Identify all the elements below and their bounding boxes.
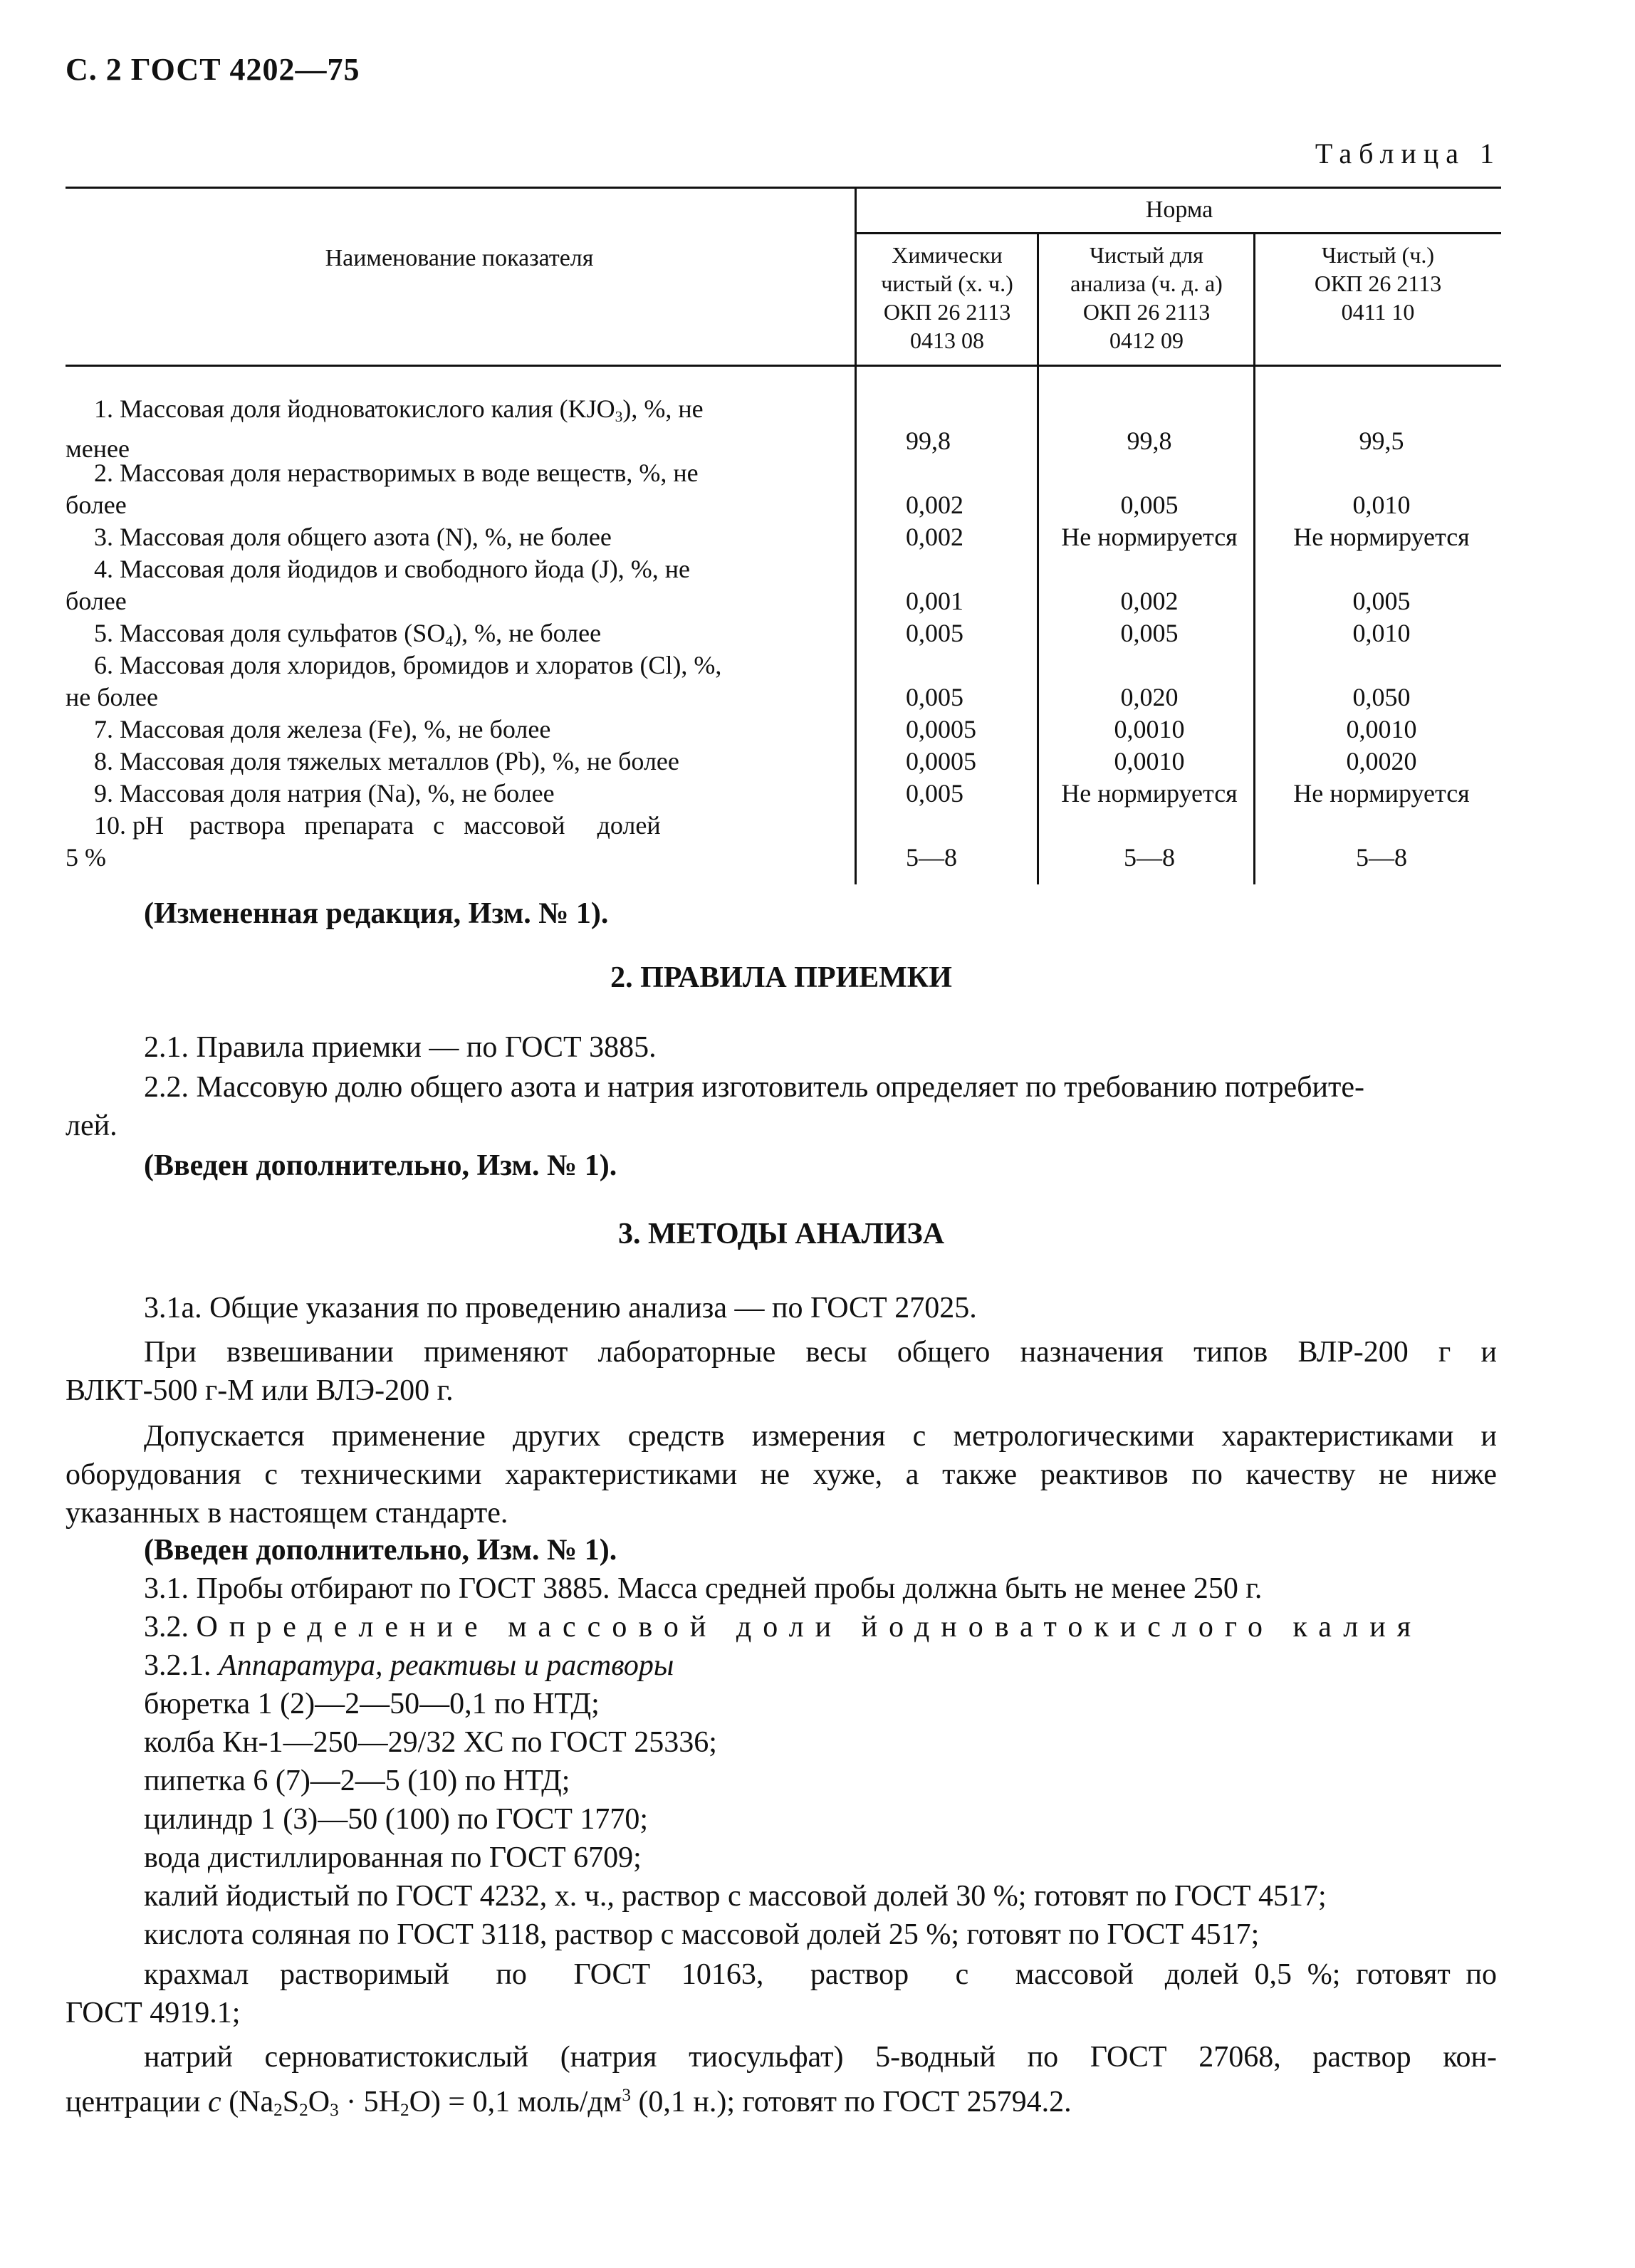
addition-note: (Введен дополнительно, Изм. № 1).: [144, 1149, 617, 1182]
list-item: калий йодистый по ГОСТ 4232, х. ч., раствор с массовой долей 30 %; готовят по ГОСТ 4517;: [144, 1880, 1327, 1913]
section-3-2-1-title: Аппаратура, реактивы и растворы: [219, 1649, 674, 1682]
paragraph-weighing-cont: ВЛКТ-500 г-М или ВЛЭ-200 г.: [66, 1374, 454, 1407]
value-chda: 0,005: [1120, 619, 1179, 647]
list-item-starch-cont: ГОСТ 4919.1;: [66, 1997, 241, 2029]
list-item: колба Кн-1—250—29/32 ХС по ГОСТ 25336;: [144, 1726, 717, 1759]
value-chda: Не нормируется: [1061, 779, 1238, 808]
header-grade-chda: Химически чистый (х. ч.) ОКП 26 2113 0413 08: [881, 242, 1013, 353]
value-ch: Не нормируется: [1293, 779, 1470, 808]
value-chch: 0,005: [906, 683, 963, 711]
value-ch: 0,0020: [1346, 747, 1417, 775]
header-norma: Норма: [1145, 197, 1213, 223]
list-item: бюретка 1 (2)—2—50—0,1 по НТД;: [144, 1688, 600, 1720]
paragraph-allowed: Допускается применение других средств измерения с метрологическими характеристиками и: [144, 1420, 1497, 1453]
norms-table: Наименование показателя Норма Химически чистый (х. ч.) ОКП 26 2113 0413 08 Чистый для анализа (ч. д. а) ОКП 26 2113 0412 09 Чистый (ч.) ОКП 26 2113 0411 10 1. Массовая доля йодноватокислого калия $(KJO_3)$, %, не менее 99,8 99,8 99,5 2. Массовая доля нерастворимых в воде веществ, %, не более 0,002 0,005 0,010 3. Массовая доля общего азота (N), %, не более 0,002 Не нормируется Не нормируется 4. Массовая доля йодидов и свободного йода (J), %, не более 0,001 0,002 0,005 5. Массовая доля сульфатов $(SO_4)$, %, не более 0,005 0,005 0,010 6. Массовая доля хлоридов, бромидов и хлоратов (Cl), %, не более 0,005 0,020 0,050 7. Массовая доля железа (Fe), %, не более 0,0005 0,0010 0,0010 8. Массовая доля тяжелых металлов (Pb), %, не более 0,0005 0,0010 0,0020 9. Массовая доля натрия (Na), %, не более 0,005 Не нормируется Не нормируется 10. pH раствора препарата с массовой долей 5 % 5—8 5—8 5—8: [66, 187, 1501, 884]
list-item: вода дистиллированная по ГОСТ 6709;: [144, 1841, 642, 1874]
value-ch: Не нормируется: [1293, 523, 1470, 551]
paragraph-allowed-end: указанных в настоящем стандарте.: [66, 1497, 508, 1530]
value-chch: 0,005: [906, 779, 963, 808]
paragraph-2-2-cont: лей.: [66, 1109, 117, 1142]
section-3-title: 3. МЕТОДЫ АНАЛИЗА: [617, 1218, 945, 1250]
list-item: пипетка 6 (7)—2—5 (10) по НТД;: [144, 1765, 570, 1797]
list-item-sodium: натрий серноватистокислый (натрия тиосульфат) 5-водный по ГОСТ 27068, раствор кон-: [144, 2041, 1497, 2074]
header-grade-chda-analysis: Чистый для анализа (ч. д. а) ОКП 26 2113 0412 09: [1070, 242, 1223, 353]
section-2-title: 2. ПРАВИЛА ПРИЕМКИ: [610, 961, 952, 994]
header-indicator-name: Наименование показателя: [325, 245, 594, 271]
value-chda: 5—8: [1124, 843, 1175, 872]
header-grade-ch: Чистый (ч.) ОКП 26 2113 0411 10: [1314, 242, 1442, 325]
list-item: цилиндр 1 (3)—50 (100) по ГОСТ 1770;: [144, 1803, 649, 1836]
value-ch: 99,5: [1359, 427, 1404, 455]
norma-rule: [856, 232, 1501, 234]
value-chda: 0,0010: [1114, 715, 1185, 743]
paragraph-weighing: При взвешивании применяют лабораторные весы общего назначения типов ВЛР-200 г и: [144, 1336, 1497, 1369]
value-chch: 0,0005: [906, 747, 976, 775]
value-chda: Не нормируется: [1061, 523, 1238, 551]
addition-note: (Введен дополнительно, Изм. № 1).: [144, 1534, 617, 1567]
value-chda: 0,002: [1120, 587, 1179, 615]
header-bottom-rule: [66, 365, 1501, 367]
table-top-rule: [66, 187, 1501, 189]
value-chda: 0,005: [1120, 491, 1179, 519]
paragraph-3-2-1: 3.2.1. Аппаратура, реактивы и растворы: [144, 1649, 674, 1682]
value-chda: 0,0010: [1114, 747, 1185, 775]
list-item: кислота соляная по ГОСТ 3118, раствор с массовой долей 25 %; готовят по ГОСТ 4517;: [144, 1918, 1260, 1951]
value-chch: 5—8: [906, 843, 957, 872]
paragraph-allowed-cont: оборудования с техническими характеристиками не хуже, а также реактивов по качеству не ниже: [66, 1458, 1497, 1491]
value-ch: 0,050: [1352, 683, 1411, 711]
value-ch: 0,010: [1352, 619, 1411, 647]
value-chch: 99,8: [906, 427, 951, 455]
value-ch: 0,010: [1352, 491, 1411, 519]
list-item-sodium-cont: центрации c $(Na_2S_2O_3 \cdot 5H_2O) = 0,1$ моль/$дм^3$ (0,1 н.); готовят по ГОСТ 25794.2.: [66, 2086, 1072, 2120]
value-chch: 0,005: [906, 619, 963, 647]
paragraph-3-2: 3.2. Определение массовой доли йодноватокислого калия: [144, 1611, 1423, 1643]
value-chch: 0,001: [906, 587, 963, 615]
table-label: Таблица 1: [1315, 137, 1501, 169]
list-item-starch: крахмал растворимый по ГОСТ 10163, раствор с массовой долей 0,5 %; готовят по: [144, 1958, 1497, 1991]
paragraph-2-2: 2.2. Массовую долю общего азота и натрия изготовитель определяет по требованию потребите-: [144, 1071, 1364, 1104]
value-ch: 5—8: [1356, 843, 1407, 872]
value-chch: 0,002: [906, 523, 963, 551]
section-3-2-title: Определение массовой доли йодноватокислого калия: [196, 1611, 1423, 1643]
paragraph-2-1: 2.1. Правила приемки — по ГОСТ 3885.: [144, 1031, 657, 1064]
paragraph-3-1: 3.1. Пробы отбирают по ГОСТ 3885. Масса средней пробы должна быть не менее 250 г.: [144, 1572, 1263, 1605]
value-chda: 0,020: [1120, 683, 1179, 711]
value-chch: 0,0005: [906, 715, 976, 743]
value-chch: 0,002: [906, 491, 963, 519]
value-ch: 0,005: [1352, 587, 1411, 615]
value-ch: 0,0010: [1346, 715, 1417, 743]
amendment-note: (Измененная редакция, Изм. № 1).: [144, 897, 609, 930]
value-chda: 99,8: [1127, 427, 1172, 455]
paragraph-3-1a: 3.1а. Общие указания по проведению анализа — по ГОСТ 27025.: [144, 1292, 977, 1324]
page-header: С. 2 ГОСТ 4202—75: [66, 52, 360, 87]
